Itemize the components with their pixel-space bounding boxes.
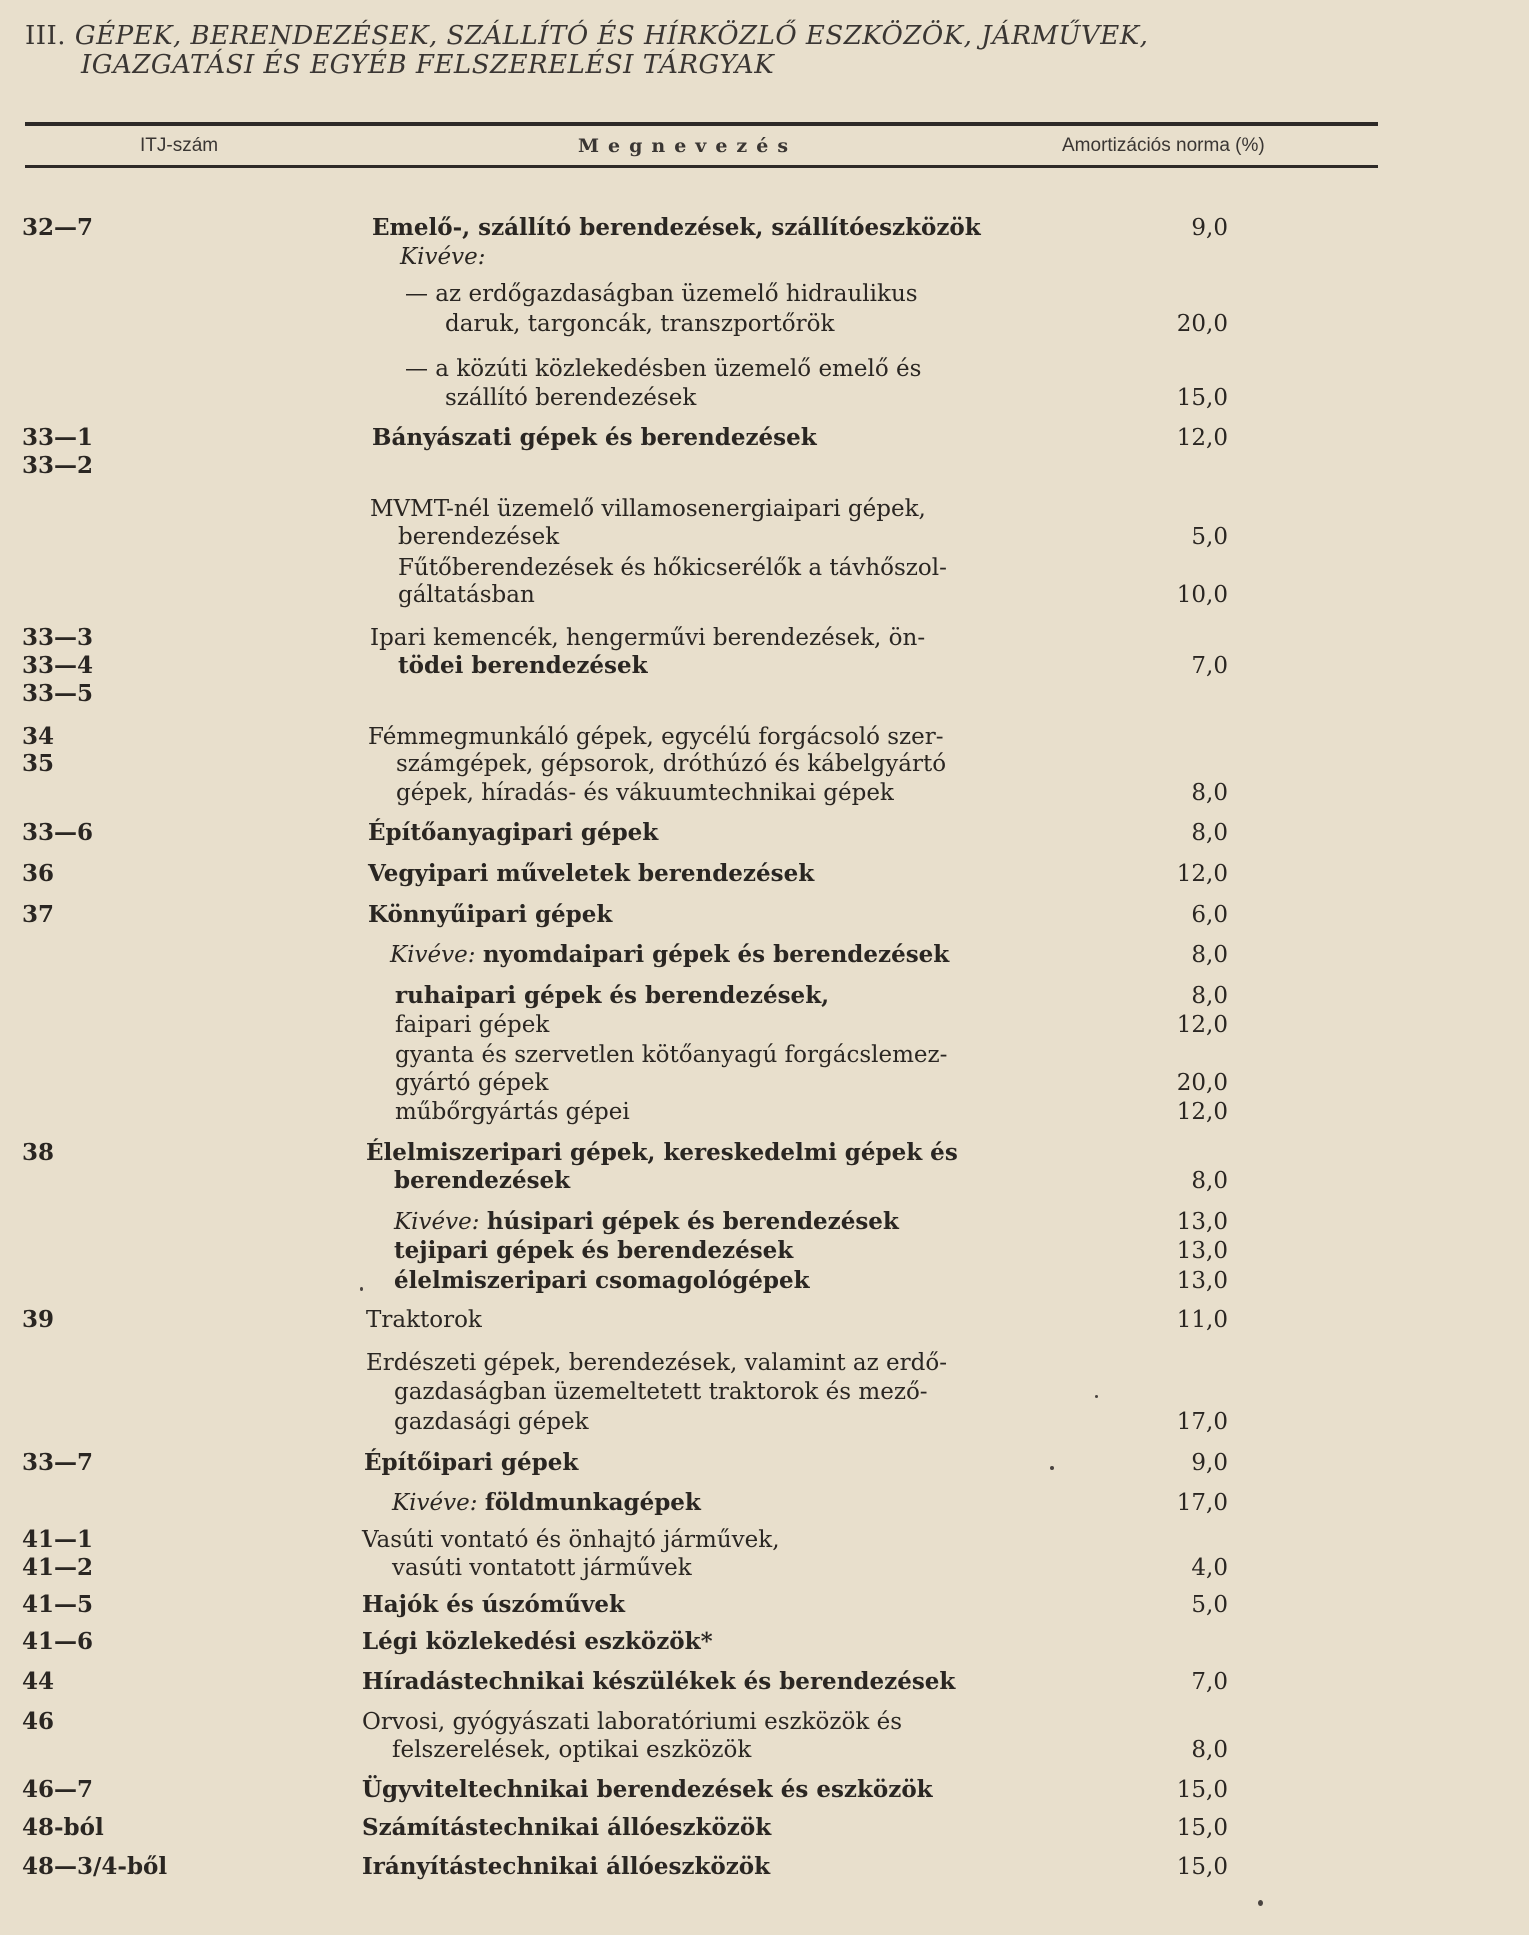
item-name-text: Könnyűipari gépek bbox=[368, 901, 613, 928]
amortization-value: 5,0 bbox=[1191, 1592, 1228, 1618]
amortization-value: 7,0 bbox=[1191, 1669, 1228, 1695]
item-name-text: műbőrgyártás gépei bbox=[395, 1099, 630, 1125]
item-name bbox=[368, 859, 814, 889]
scan-speck bbox=[1095, 1395, 1098, 1398]
item-name-text: tejipari gépek és berendezések bbox=[394, 1237, 794, 1264]
item-name-text: daruk, targoncák, transzportőrök bbox=[445, 311, 835, 337]
item-name-text: gyártó gépek bbox=[395, 1070, 549, 1096]
amortization-value: 13,0 bbox=[1176, 1209, 1228, 1235]
table-row bbox=[0, 354, 1529, 384]
table-row bbox=[0, 859, 1529, 889]
itj-code: 48—3/4-ből bbox=[22, 1853, 168, 1880]
item-name bbox=[394, 1266, 810, 1296]
item-name-text: Fűtőberendezések és hőkicserélők a távhőszol- bbox=[398, 555, 947, 581]
item-name-text: ruhaipari gépek és berendezések, bbox=[395, 982, 830, 1009]
amortization-value: 8,0 bbox=[1191, 780, 1228, 806]
item-name bbox=[392, 1735, 751, 1765]
itj-code: 41—1 bbox=[22, 1526, 94, 1553]
item-name bbox=[370, 494, 926, 524]
amortization-value: 8,0 bbox=[1191, 942, 1228, 968]
item-name bbox=[366, 1348, 947, 1378]
table-row bbox=[0, 1627, 1529, 1657]
amortization-value: 13,0 bbox=[1176, 1238, 1228, 1264]
item-name bbox=[372, 423, 817, 453]
item-name-text: Vasúti vontató és önhajtó járművek, bbox=[362, 1527, 780, 1553]
table-row bbox=[0, 818, 1529, 848]
amortization-value: 20,0 bbox=[1176, 1070, 1228, 1096]
column-header-megnevezes: Megnevezés bbox=[578, 135, 798, 157]
scan-speck bbox=[360, 1287, 363, 1291]
table-row bbox=[0, 1525, 1529, 1555]
itj-code: 46 bbox=[22, 1708, 55, 1735]
item-name-text: MVMT-nél üzemelő villamosenergiaipari gépek, bbox=[370, 496, 926, 522]
scan-speck bbox=[1258, 1900, 1263, 1906]
item-name-text: Vegyipari műveletek berendezések bbox=[368, 860, 815, 887]
item-name bbox=[366, 1305, 482, 1335]
table-row bbox=[0, 213, 1529, 243]
itj-code: 33—6 bbox=[22, 819, 94, 846]
item-name bbox=[395, 981, 829, 1011]
item-name bbox=[368, 818, 658, 848]
item-name bbox=[362, 1852, 770, 1882]
table-row bbox=[0, 778, 1529, 808]
item-name bbox=[395, 1068, 548, 1098]
amortization-value: 12,0 bbox=[1176, 1099, 1228, 1125]
itj-code: 37 bbox=[22, 901, 55, 928]
item-name bbox=[362, 1813, 771, 1843]
amortization-value: 15,0 bbox=[1176, 1854, 1228, 1880]
amortization-value: 10,0 bbox=[1176, 582, 1228, 608]
table-row bbox=[0, 494, 1529, 524]
itj-code: 41—6 bbox=[22, 1628, 94, 1655]
itj-code: 33—7 bbox=[22, 1449, 94, 1476]
itj-code: 34 bbox=[22, 723, 55, 750]
item-name-text: Emelő-, szállító berendezések, szállítóeszközök bbox=[372, 214, 981, 241]
title-numeral: III. bbox=[25, 21, 67, 51]
item-name bbox=[445, 309, 834, 339]
item-name bbox=[362, 1627, 713, 1657]
item-name bbox=[395, 1040, 947, 1070]
item-name bbox=[394, 1236, 793, 1266]
item-name bbox=[394, 1377, 928, 1407]
amortization-value: 8,0 bbox=[1191, 820, 1228, 846]
item-name bbox=[372, 213, 981, 243]
column-header-amortizacio: Amortizációs norma (%) bbox=[1062, 135, 1265, 156]
table-row bbox=[0, 580, 1529, 610]
item-name bbox=[392, 1488, 701, 1518]
header-rule-top bbox=[25, 122, 1378, 126]
item-name bbox=[395, 1010, 549, 1040]
amortization-value: 20,0 bbox=[1176, 311, 1228, 337]
table-row bbox=[0, 623, 1529, 653]
amortization-value: 9,0 bbox=[1191, 215, 1228, 241]
item-name bbox=[398, 651, 648, 681]
itj-code: 48-ból bbox=[22, 1814, 104, 1841]
table-row bbox=[0, 1068, 1529, 1098]
item-name bbox=[370, 623, 925, 653]
table-row bbox=[0, 1667, 1529, 1697]
item-name-text: Ügyviteltechnikai berendezések és eszközök bbox=[362, 1776, 933, 1803]
table-row bbox=[0, 749, 1529, 779]
table-row bbox=[0, 383, 1529, 413]
itj-code: 44 bbox=[22, 1668, 55, 1695]
table-row bbox=[0, 1813, 1529, 1843]
item-name-text: Élelmiszeripari gépek, kereskedelmi gépek és bbox=[366, 1139, 958, 1166]
table-row bbox=[0, 1348, 1529, 1378]
table-row bbox=[0, 900, 1529, 930]
item-name bbox=[368, 722, 944, 752]
itj-code: 41—2 bbox=[22, 1554, 94, 1581]
itj-code: 33—2 bbox=[22, 452, 94, 479]
title-line-1-text: GÉPEK, BERENDEZÉSEK, SZÁLLÍTÓ ÉS HÍRKÖZLŐ ESZKÖZÖK, JÁRMŰVEK, bbox=[74, 21, 1149, 51]
table-row bbox=[0, 423, 1529, 453]
table-row bbox=[0, 940, 1529, 970]
title-line-1 bbox=[25, 22, 1425, 51]
table-row bbox=[0, 1775, 1529, 1805]
table-row bbox=[0, 451, 1529, 481]
item-name bbox=[390, 940, 949, 970]
amortization-value: 8,0 bbox=[1191, 983, 1228, 1009]
itj-code: 41—5 bbox=[22, 1591, 94, 1618]
item-name bbox=[405, 279, 918, 309]
scan-speck bbox=[1050, 1466, 1054, 1470]
kiveve-prefix: Kivéve: bbox=[392, 1490, 478, 1516]
item-name-text: vasúti vontatott járművek bbox=[392, 1555, 692, 1581]
itj-code: 36 bbox=[22, 860, 55, 887]
item-name-text: felszerelések, optikai eszközök bbox=[392, 1737, 752, 1763]
table-row bbox=[0, 1236, 1529, 1266]
table-row bbox=[0, 1590, 1529, 1620]
item-name-text: Építőipari gépek bbox=[364, 1449, 579, 1476]
item-name-text: élelmiszeripari csomagológépek bbox=[394, 1267, 810, 1294]
table-row bbox=[0, 1097, 1529, 1127]
itj-code: 39 bbox=[22, 1306, 55, 1333]
table-row bbox=[0, 1488, 1529, 1518]
item-name-text: Építőanyagipari gépek bbox=[368, 819, 659, 846]
item-name-text: gyanta és szervetlen kötőanyagú forgácslemez- bbox=[395, 1042, 948, 1068]
item-name-text: Ipari kemencék, hengerművi berendezések, ön- bbox=[370, 625, 926, 651]
table-row bbox=[0, 1407, 1529, 1437]
item-name-text: számgépek, gépsorok, dróthúzó és kábelgyártó bbox=[396, 751, 947, 777]
itj-code: 46—7 bbox=[22, 1776, 94, 1803]
item-name bbox=[362, 1590, 625, 1620]
table-row bbox=[0, 1553, 1529, 1583]
header-rule-bottom bbox=[25, 165, 1378, 168]
amortization-value: 5,0 bbox=[1191, 524, 1228, 550]
table-row bbox=[0, 679, 1529, 709]
itj-code: 33—3 bbox=[22, 624, 94, 651]
table-row bbox=[0, 1138, 1529, 1168]
table-row bbox=[0, 722, 1529, 752]
item-name-text: nyomdaipari gépek és berendezések bbox=[482, 941, 950, 968]
item-name bbox=[398, 553, 947, 583]
itj-code: 33—1 bbox=[22, 424, 94, 451]
item-name bbox=[394, 1207, 899, 1237]
amortization-value: 8,0 bbox=[1191, 1168, 1228, 1194]
item-name-text: gazdaságban üzemeltetett traktorok és mező- bbox=[394, 1379, 928, 1405]
item-name bbox=[405, 354, 921, 384]
amortization-value: 8,0 bbox=[1191, 1737, 1228, 1763]
amortization-value: 12,0 bbox=[1176, 1012, 1228, 1038]
amortization-value: 13,0 bbox=[1176, 1268, 1228, 1294]
item-name bbox=[366, 1138, 958, 1168]
item-name-text: faipari gépek bbox=[395, 1012, 550, 1038]
column-header-itj: ITJ-szám bbox=[140, 135, 219, 156]
table-row bbox=[0, 651, 1529, 681]
amortization-value: 12,0 bbox=[1176, 861, 1228, 887]
item-name-text: Bányászati gépek és berendezések bbox=[372, 424, 817, 451]
amortization-value: 17,0 bbox=[1176, 1409, 1228, 1435]
item-name-text: szállító berendezések bbox=[445, 385, 697, 411]
item-name bbox=[362, 1707, 902, 1737]
table-row bbox=[0, 1010, 1529, 1040]
amortization-value: 15,0 bbox=[1176, 385, 1228, 411]
item-name-text: Orvosi, gyógyászati laboratóriumi eszközök és bbox=[362, 1709, 903, 1735]
table-row bbox=[0, 1266, 1529, 1296]
amortization-value: 15,0 bbox=[1176, 1777, 1228, 1803]
item-name-text: Híradástechnikai készülékek és berendezések bbox=[362, 1668, 956, 1695]
item-name bbox=[395, 1097, 630, 1127]
item-name-text: Számítástechnikai állóeszközök bbox=[362, 1814, 772, 1841]
item-name bbox=[394, 1407, 589, 1437]
item-name-text: gazdasági gépek bbox=[394, 1409, 589, 1435]
amortization-value: 12,0 bbox=[1176, 425, 1228, 451]
item-name bbox=[394, 1166, 570, 1196]
amortization-value: 7,0 bbox=[1191, 653, 1228, 679]
item-name bbox=[445, 383, 696, 413]
amortization-value: 11,0 bbox=[1176, 1307, 1228, 1333]
item-name bbox=[368, 900, 612, 930]
itj-code: 33—4 bbox=[22, 652, 94, 679]
table-row bbox=[0, 1707, 1529, 1737]
item-name-text: Kivéve: bbox=[400, 244, 486, 270]
item-name-text: tödei berendezések bbox=[398, 652, 648, 679]
itj-code: 32—7 bbox=[22, 214, 94, 241]
title-line-2: IGAZGATÁSI ÉS EGYÉB FELSZERELÉSI TÁRGYAK bbox=[81, 50, 775, 80]
item-name-text: gáltatásban bbox=[398, 582, 535, 608]
itj-code: 33—5 bbox=[22, 680, 94, 707]
table-row bbox=[0, 1207, 1529, 1237]
amortization-value: 17,0 bbox=[1176, 1490, 1228, 1516]
kiveve-prefix: Kivéve: bbox=[390, 942, 476, 968]
item-name-text: húsipari gépek és berendezések bbox=[486, 1208, 899, 1235]
item-name bbox=[398, 580, 535, 610]
table-row bbox=[0, 1735, 1529, 1765]
table-row bbox=[0, 309, 1529, 339]
item-name-text: Traktorok bbox=[366, 1307, 482, 1333]
table-row bbox=[0, 522, 1529, 552]
item-name-text: gépek, híradás- és vákuumtechnikai gépek bbox=[396, 780, 894, 806]
item-name bbox=[362, 1525, 780, 1555]
table-row bbox=[0, 1448, 1529, 1478]
item-name-text: Légi közlekedési eszközök* bbox=[362, 1628, 713, 1655]
table-row bbox=[0, 1305, 1529, 1335]
section-title bbox=[25, 22, 1425, 80]
table-row bbox=[0, 981, 1529, 1011]
item-name bbox=[364, 1448, 578, 1478]
table-row bbox=[0, 1166, 1529, 1196]
table-row bbox=[0, 242, 1529, 272]
itj-code: 38 bbox=[22, 1139, 55, 1166]
amortization-value: 15,0 bbox=[1176, 1815, 1228, 1841]
item-name-text: — az erdőgazdaságban üzemelő hidraulikus bbox=[405, 281, 918, 307]
table-row bbox=[0, 553, 1529, 583]
amortization-value: 9,0 bbox=[1191, 1450, 1228, 1476]
item-name-text: földmunkagépek bbox=[484, 1489, 701, 1516]
kiveve-prefix: Kivéve: bbox=[394, 1209, 480, 1235]
itj-code: 35 bbox=[22, 750, 55, 777]
item-name-text: berendezések bbox=[398, 524, 560, 550]
item-name-text: — a közúti közlekedésben üzemelő emelő és bbox=[405, 356, 922, 382]
table-row bbox=[0, 279, 1529, 309]
table-row bbox=[0, 1377, 1529, 1407]
item-name-text: berendezések bbox=[394, 1167, 571, 1194]
item-name-text: Irányítástechnikai állóeszközök bbox=[362, 1853, 771, 1880]
item-name bbox=[392, 1553, 692, 1583]
item-name bbox=[362, 1775, 933, 1805]
item-name-text: Hajók és úszóművek bbox=[362, 1591, 625, 1618]
item-name bbox=[396, 749, 946, 779]
item-name-text: Erdészeti gépek, berendezések, valamint az erdő- bbox=[366, 1350, 947, 1376]
table-row bbox=[0, 1040, 1529, 1070]
item-name bbox=[362, 1667, 955, 1697]
item-name-text: Fémmegmunkáló gépek, egycélú forgácsoló szer- bbox=[368, 724, 944, 750]
item-name bbox=[400, 242, 486, 272]
item-name bbox=[396, 778, 894, 808]
amortization-value: 4,0 bbox=[1191, 1555, 1228, 1581]
item-name bbox=[398, 522, 559, 552]
table-row bbox=[0, 1852, 1529, 1882]
amortization-value: 6,0 bbox=[1191, 902, 1228, 928]
